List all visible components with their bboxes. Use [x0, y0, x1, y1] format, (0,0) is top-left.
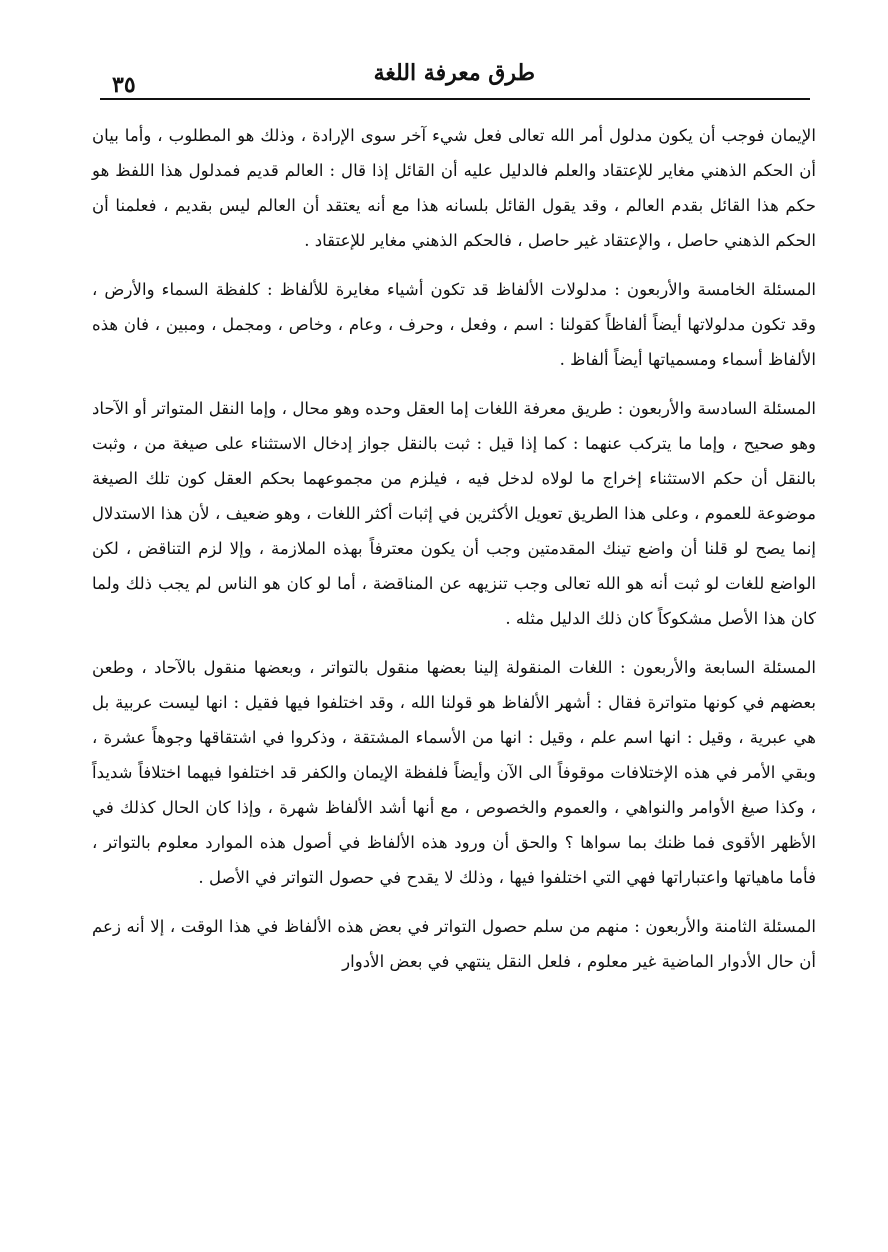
- paragraph-5: المسئلة الثامنة والأربعون : منهم من سلم حصول التواتر في بعض هذه الألفاظ في هذا الوقت ، إلا أنه زعم أن حال الأدوار الماضية غير معلوم ، فلعل النقل ينتهي في بعض الأدوار: [92, 917, 816, 971]
- running-title: طرق معرفة اللغة: [373, 60, 535, 86]
- header-rule: [100, 98, 810, 100]
- page-header: [100, 52, 810, 100]
- paragraph-2: المسئلة الخامسة والأربعون : مدلولات الألفاظ قد تكون أشياء مغايرة للألفاظ : كلفظة السماء والأرض ، وقد تكون مدلولاتها أيضاً ألفاظاً كقولنا : اسم ، وفعل ، وحرف ، وعام ، وخاص ، ومجمل ، ومبين ، فان هذه الألفاظ أسماء ومسمياتها أيضاً ألفاظ .: [92, 280, 816, 369]
- body-text: [92, 118, 816, 993]
- page-number: ٣٥: [112, 72, 136, 98]
- paragraph-4: المسئلة السابعة والأربعون : اللغات المنقولة إلينا بعضها منقول بالتواتر ، وبعضها منقول بالآحاد ، وطعن بعضهم في كونها متواترة فقال : أشهر الألفاظ هو قولنا الله ، وقد اختلفوا فيها فقيل : انها ليست عربية بل هي عبرية ، وقيل : انها اسم علم ، وقيل : انها من الأسماء المشتقة ، وذكروا في اشتقاقها وجوهاً عشرة ، وبقي الأمر في هذه الإختلافات موقوفاً الى الآن وأيضاً فلفظة الإيمان والكفر قد اختلفوا فيهما اختلافاً شديداً ، وكذا صيغ الأوامر والنواهي ، والعموم والخصوص ، مع أنها أشد الألفاظ شهرة ، وإذا كان الحال كذلك في الأظهر الأقوى فما ظنك بما سواها ؟ والحق أن ورود هذه الألفاظ في أصول هذه الموارد معلوم بالتواتر ، فأما ماهياتها واعتباراتها فهي التي اختلفوا فيها ، وذلك لا يقدح في حصول التواتر في الأصل .: [92, 658, 816, 887]
- paragraph-1: الإيمان فوجب أن يكون مدلول أمر الله تعالى فعل شيء آخر سوى الإرادة ، وذلك هو المطلوب ، وأما بيان أن الحكم الذهني مغاير للإعتقاد والعلم فالدليل عليه أن القائل إذا قال : العالم قديم فمدلول هذا اللفظ هو حكم هذا القائل بقدم العالم ، وقد يقول القائل بلسانه هذا مع أنه يعتقد أن العالم ليس بقديم ، فعلمنا أن الحكم الذهني حاصل ، والإعتقاد غير حاصل ، فالحكم الذهني مغاير للإعتقاد .: [92, 126, 816, 250]
- paragraph-3: المسئلة السادسة والأربعون : طريق معرفة اللغات إما العقل وحده وهو محال ، وإما النقل المتواتر أو الآحاد وهو صحيح ، وإما ما يتركب عنهما : كما إذا قيل : ثبت بالنقل جواز إدخال الاستثناء على صيغة من ، وثبت بالنقل أن حكم الاستثناء إخراج ما لولاه لدخل فيه ، فيلزم من مجموعهما بحكم العقل كون تلك الصيغة موضوعة للعموم ، وعلى هذا الطريق تعويل الأكثرين في إثبات أكثر اللغات ، وهو ضعيف ، لأن هذا الاستدلال إنما يصح لو قلنا أن واضع تينك المقدمتين وجب أن يكون معترفاً بهذه الملازمة ، وإلا لزم التناقض ، لكن الواضع للغات لو ثبت أنه هو الله تعالى وجب تنزيهه عن المناقضة ، أما لو كان هو الناس لم يجب ذلك ولما كان هذا الأصل مشكوكاً كان ذلك الدليل مثله .: [92, 399, 816, 628]
